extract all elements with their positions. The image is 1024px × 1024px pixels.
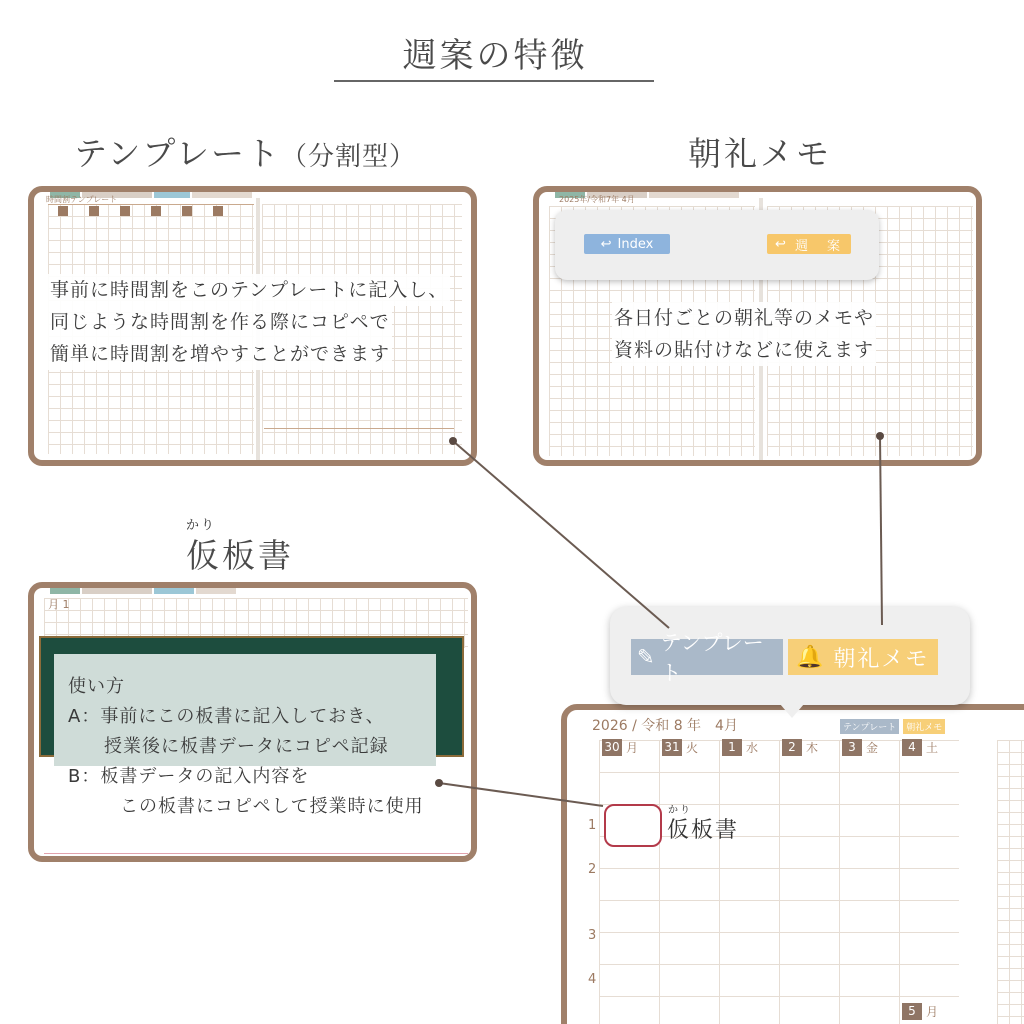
template-period-marker [58,206,68,216]
day-of-week: 土 [926,740,939,755]
template-heading-text: テンプレート [74,134,282,173]
morning-description-line: 各日付ごとの朝礼等のメモや [612,302,876,334]
day-header [902,738,938,756]
day-number: 31 [662,739,682,756]
day-number: 2 [782,739,802,756]
index-button-label: Index [617,236,654,252]
template-description-line: 事前に時間割をこのテンプレートに記入し、 [48,274,450,306]
day-number: 3 [842,739,862,756]
template-tab-label: 時間割テンプレート [46,195,118,204]
period-number: 3 [588,928,597,943]
morning-memo-heading: 朝礼メモ [688,134,832,173]
template-description-line: 簡単に時間割を増やすことができます [48,338,392,370]
template-heading [74,128,416,175]
period-number: 2 [588,862,597,877]
board-month-label: 月 1 [48,598,70,611]
planner-template-badge[interactable]: テンプレート [840,719,899,734]
day-of-week: 木 [806,740,819,755]
day-number: 1 [722,739,742,756]
callout-tail [780,704,804,718]
period-number: 1 [588,818,597,833]
temp-board-link-box[interactable] [604,804,662,847]
planner-morning-badge[interactable]: 朝礼メモ [903,719,945,734]
index-popup [555,210,879,280]
day-number: 30 [602,739,622,756]
usage-instructions [68,672,424,822]
planner-badges [840,719,945,734]
template-period-marker [151,206,161,216]
template-period-marker [213,206,223,216]
template-period-marker [182,206,192,216]
day-header [842,738,878,756]
template-period-marker [89,206,99,216]
planner-title: 2026 / 令和 8 年 4月 [592,718,738,734]
usage-line: 授業後に板書データにコピペ記録 [104,736,389,757]
board-bottom-rule [44,853,468,854]
planner-gap [965,710,995,1024]
temp-board-link-label: 仮板書 [667,818,740,843]
template-description [48,274,450,370]
day-of-week: 月 [626,740,639,755]
day-header [662,738,698,756]
template-rule [264,428,454,429]
period-number: 4 [588,972,597,987]
week-plan-button[interactable] [767,234,851,254]
template-heading-suffix: （分割型） [281,142,417,172]
week-plan-button-label: 週 案 [794,238,843,254]
title-underline [334,80,654,82]
temp-board-ruby: かり [186,518,217,533]
planner-grid [599,740,959,1024]
usage-line: この板書にコピペして授業時に使用 [120,796,424,817]
page-title: 週案の特徴 [402,36,588,76]
edit-note-icon: ✎ [637,645,655,669]
temp-board-heading: 仮板書 [186,536,294,575]
morning-memo-nav-label: 朝礼メモ [833,646,930,672]
day-header [722,738,758,756]
morning-memo-nav-button[interactable] [788,639,938,675]
day-of-week: 火 [686,740,699,755]
return-arrow-icon: ↩ [600,236,612,252]
next-day-header [902,1002,938,1020]
day-header [782,738,818,756]
day-of-week: 水 [746,740,759,755]
return-arrow-icon: ↩ [775,236,789,252]
template-nav-label: テンプレート [660,631,764,685]
morning-date-label: 2025年/令和7年 4月 [559,195,635,204]
usage-line: B：板書データの記入内容を [68,766,310,787]
morning-memo-description [612,302,876,366]
morning-description-line: 資料の貼付けなどに使えます [612,334,876,366]
usage-line: A：事前にこの板書に記入しておき、 [68,706,385,727]
day-of-week: 月 [926,1004,939,1019]
index-button[interactable] [584,234,670,254]
day-of-week: 金 [866,740,879,755]
bell-icon: 🔔 [796,644,826,670]
day-header [602,738,638,756]
usage-title: 使い方 [68,676,125,697]
temp-board-link-ruby: かり [668,805,692,816]
day-number: 5 [902,1003,922,1020]
template-nav-button[interactable] [631,631,783,685]
day-number: 4 [902,739,922,756]
template-description-line: 同じような時間割を作る際にコピペで [48,306,392,338]
board-tabbar [50,586,236,596]
template-connector [453,441,669,628]
planner-side-grid [997,740,1024,1024]
template-period-marker [120,206,130,216]
navigation-callout [610,607,970,705]
